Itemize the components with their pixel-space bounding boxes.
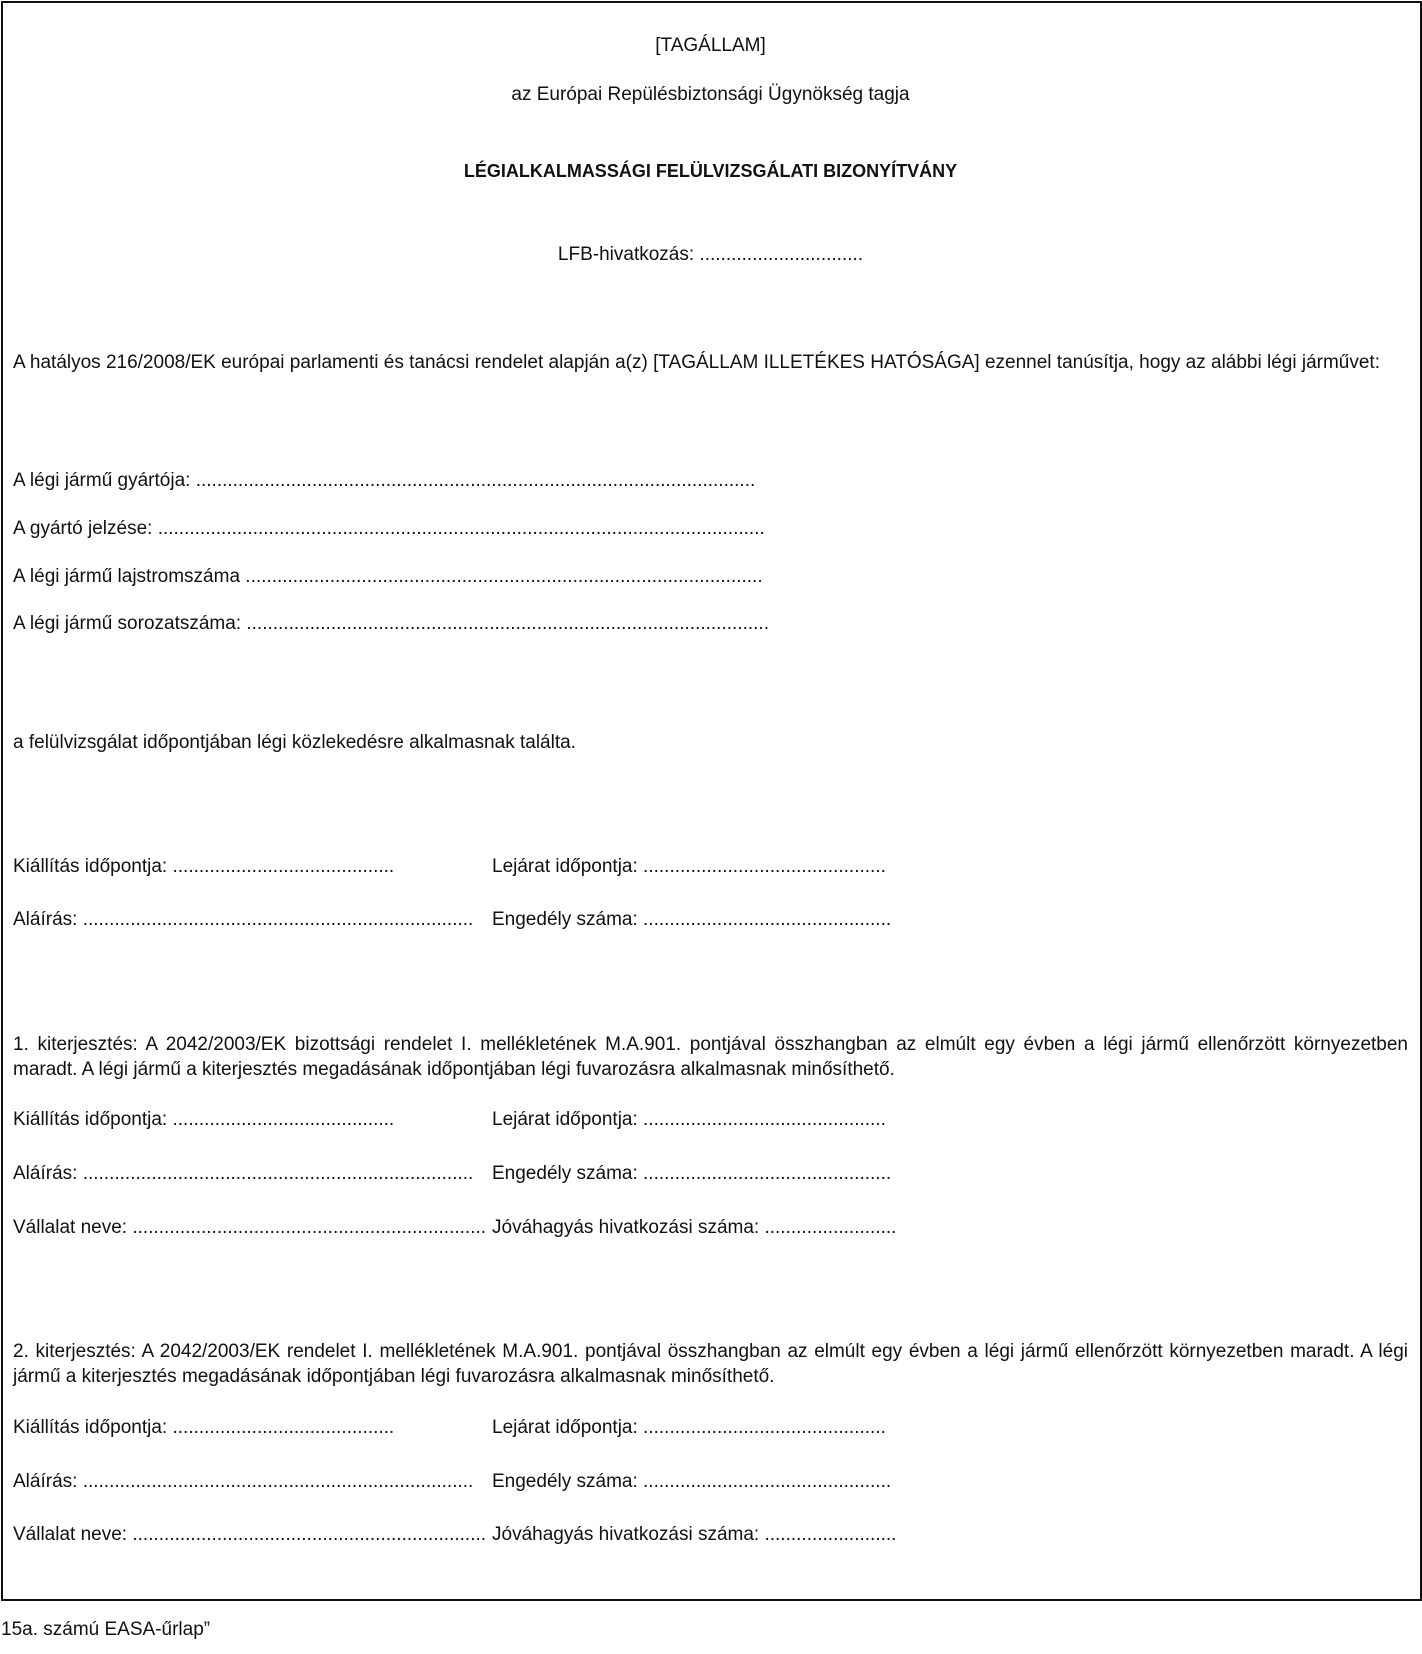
aircraft-serial-field: A légi jármű sorozatszáma: ................................................................................................... [13, 613, 769, 634]
main-authorization-field: Engedély száma: ............................................... [492, 909, 892, 930]
ext1-issue-date-field: Kiállítás időpontja: .......................................... [13, 1109, 395, 1130]
lfb-reference: LFB-hivatkozás: ............................... [557, 244, 864, 265]
ext2-expiry-date-field: Lejárat időpontja: .............................................. [492, 1417, 886, 1438]
ext1-authorization-field: Engedély száma: ............................................... [492, 1163, 892, 1184]
extension-2-paragraph: 2. kiterjesztés: A 2042/2003/EK rendelet I. mellékletének M.A.901. pontjával összhangban az elmúlt egy évben a légi jármű ellenőrzött környezetben maradt. A légi jármű a kiterjesztés megadásának időpontjában légi fuvarozásra alkalmasnak minősíthető. [13, 1341, 1408, 1387]
ext1-signature-field: Aláírás: .......................................................................... [13, 1163, 474, 1184]
agency-member-line: az Európai Repülésbiztonsági Ügynökség tagja [511, 84, 910, 105]
member-state: [TAGÁLLAM] [655, 35, 766, 56]
airworthiness-finding: a felülvizsgálat időpontjában légi közlekedésre alkalmasnak találta. [13, 732, 576, 753]
ext1-expiry-date-field: Lejárat időpontja: .............................................. [492, 1109, 886, 1130]
intro-paragraph: A hatályos 216/2008/EK európai parlamenti és tanácsi rendelet alapján a(z) [TAGÁLLAM ILLETÉKES HATÓSÁGA] ezennel tanúsítja, hogy az alábbi légi járművet: [13, 352, 1380, 373]
ext1-approval-ref-field: Jóváhagyás hivatkozási száma: ......................... [492, 1217, 897, 1238]
main-signature-field: Aláírás: .......................................................................... [13, 909, 474, 930]
main-expiry-date-field: Lejárat időpontja: .............................................. [492, 856, 886, 877]
ext2-signature-field: Aláírás: .......................................................................... [13, 1471, 474, 1492]
form-footer: 15a. számú EASA-űrlap” [1, 1619, 211, 1640]
ext1-company-field: Vállalat neve: ................................................................... [13, 1217, 487, 1238]
main-issue-date-field: Kiállítás időpontja: .......................................... [13, 856, 395, 877]
extension-1-paragraph: 1. kiterjesztés: A 2042/2003/EK bizottsági rendelet I. mellékletének M.A.901. pontjával összhangban az elmúlt egy évben a légi jármű ellenőrzött környezetben maradt. A légi jármű a kiterjesztés megadásának időpontjában légi fuvarozásra alkalmasnak minősíthető. [13, 1034, 1408, 1080]
ext2-authorization-field: Engedély száma: ............................................... [492, 1471, 892, 1492]
aircraft-manufacturer-field: A légi jármű gyártója: .......................................................................................................... [13, 470, 756, 491]
ext2-issue-date-field: Kiállítás időpontja: .......................................... [13, 1417, 395, 1438]
aircraft-registration-field: A légi jármű lajstromszáma .................................................................................................. [13, 566, 763, 587]
certificate-title: LÉGIALKALMASSÁGI FELÜLVIZSGÁLATI BIZONYÍTVÁNY [463, 161, 958, 181]
ext2-approval-ref-field: Jóváhagyás hivatkozási száma: ......................... [492, 1524, 897, 1545]
manufacturer-designation-field: A gyártó jelzése: ................................................................................................................... [13, 518, 765, 539]
ext2-company-field: Vállalat neve: ................................................................... [13, 1524, 487, 1545]
